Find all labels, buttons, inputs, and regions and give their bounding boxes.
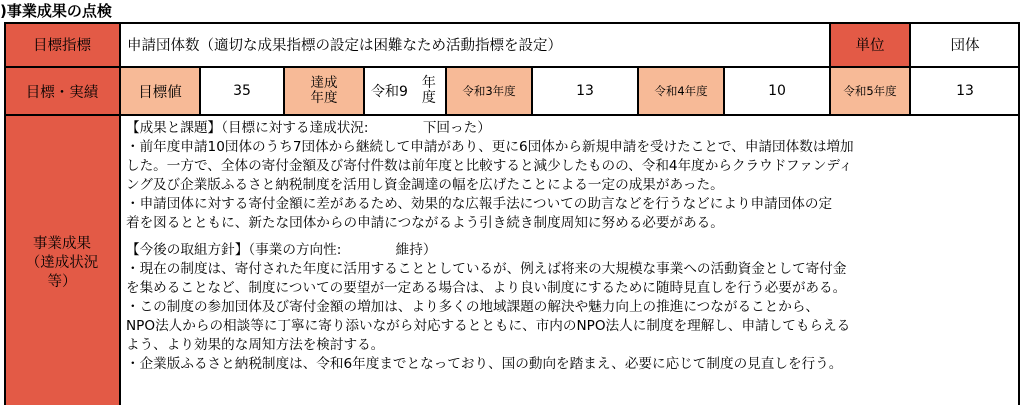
business-results-body xyxy=(120,115,1020,405)
future-policy-line: ・この制度の参加団体及び寄付金額の増加は、より多くの地域課題の解決や魅力向上の推進につながることから、 xyxy=(126,299,820,315)
section-gap xyxy=(126,233,1013,241)
fy-r3-value: 13 xyxy=(532,67,638,115)
results-issues-heading: 【成果と課題】（目標に対する達成状況: 下回った） xyxy=(126,120,491,136)
achievement-year-suffix xyxy=(422,76,436,106)
achievement-year-label-line1: 達成 xyxy=(310,75,338,91)
achievement-year-value xyxy=(364,67,446,115)
future-policy-line: ・現在の制度は、寄付された年度に活用することとしているが、例えば将来の大規模な事業への活動資金として寄付金 xyxy=(126,261,847,277)
results-issues-line: ング及び企業版ふるさと納税制度を活用し資金調達の幅を広げたことによる一定の成果があった。 xyxy=(126,177,724,193)
future-policy-line: よう、より効果的な周知方法を検討する。 xyxy=(126,337,385,353)
achievement-year-suffix-2: 度 xyxy=(421,90,436,106)
results-issues-line: した。一方で、全体の寄付金額及び寄付件数は前年度と比較すると減少したものの、令和4年度からクラウドファンディ xyxy=(126,158,853,174)
future-policy-line: NPO法人からの相談等に丁寧に寄り添いながら対応するとともに、市内のNPO法人に制度を理解し、申請してもらえる xyxy=(126,318,851,334)
fy-r5-label: 令和5年度 xyxy=(830,67,910,115)
target-value: 35 xyxy=(200,67,284,115)
target-actual-label: 目標・実績 xyxy=(4,67,120,115)
business-results-label-line2: （達成状況 xyxy=(25,255,99,271)
fy-r4-value: 10 xyxy=(724,67,830,115)
business-results-label-line1: 事業成果 xyxy=(33,236,91,252)
future-policy-line: ・企業版ふるさと納税制度は、令和6年度までとなっており、国の動向を踏まえ、必要に応じて制度の見直しを行う。 xyxy=(126,356,843,372)
results-issues-line: 着を図るとともに、新たな団体からの申請につながるよう引き続き制度周知に努める必要がある。 xyxy=(126,215,724,231)
achievement-year-label xyxy=(284,67,364,115)
business-results-label-line3: 等） xyxy=(47,274,77,290)
fy-r5-value: 13 xyxy=(910,67,1020,115)
results-issues-line: ・前年度申請10団体のうち7団体から継続して申請があり、更に6団体から新規申請を受けたことで、申請団体数は増加 xyxy=(126,139,854,155)
future-policy-heading: 【今後の取組方針】（事業の方向性: 維持） xyxy=(126,242,437,258)
achievement-year-value-text: 令和9 xyxy=(371,84,408,100)
unit-label: 単位 xyxy=(830,22,910,67)
business-results-label xyxy=(4,115,120,405)
results-issues-line: ・申請団体に対する寄付金額に差があるため、効果的な広報手法についての助言などを行うなどにより申請団体の定 xyxy=(126,196,833,212)
goal-indicator-label: 目標指標 xyxy=(4,22,120,67)
achievement-year-suffix-1: 年 xyxy=(421,75,436,91)
section-heading: )事業成果の点検 xyxy=(0,2,112,20)
future-policy-line: を集めることなど、制度についての要望が一定ある場合は、より良い制度にするために随時見直しを行う必要がある。 xyxy=(126,280,847,296)
fy-r3-label: 令和3年度 xyxy=(446,67,532,115)
achievement-year-label-line2: 年度 xyxy=(310,90,338,106)
fy-r4-label: 令和4年度 xyxy=(638,67,724,115)
goal-indicator-value: 申請団体数（適切な成果指標の設定は困難なため活動指標を設定） xyxy=(120,22,830,67)
unit-value: 団体 xyxy=(910,22,1020,67)
target-value-label: 目標値 xyxy=(120,67,200,115)
